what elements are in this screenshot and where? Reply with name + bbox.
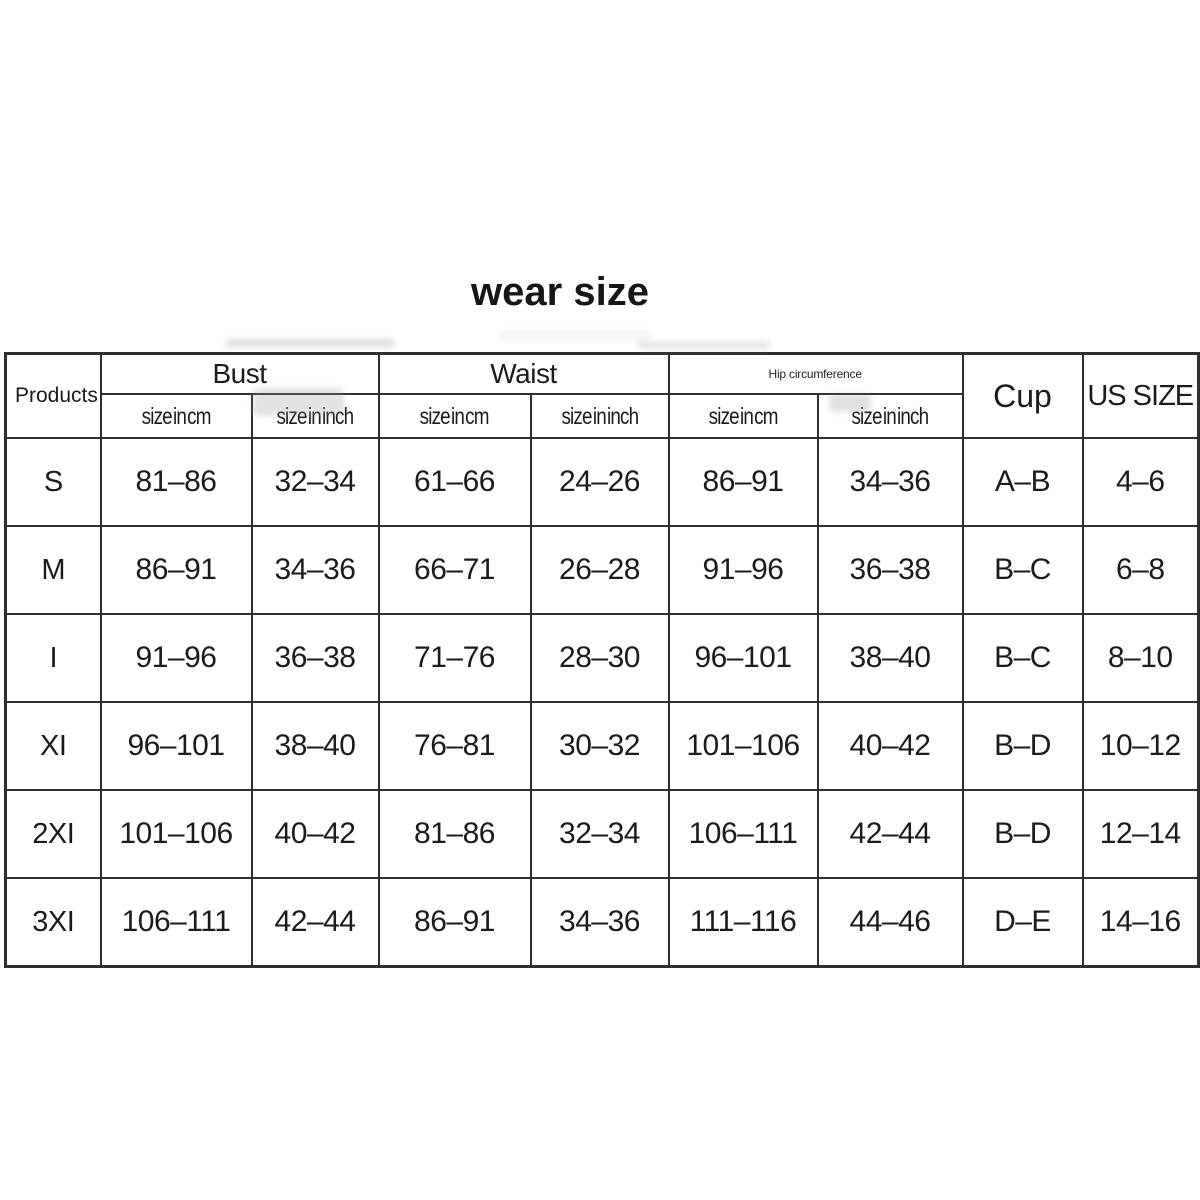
hip-cm-value: 96–101 xyxy=(669,614,818,702)
bust-cm-value: 91–96 xyxy=(101,614,252,702)
smudge-artifact xyxy=(500,330,650,340)
bust-inch-sublabel: size in inch xyxy=(276,402,354,429)
waist-inch-value: 30–32 xyxy=(531,702,669,790)
size-chart-table xyxy=(4,352,1200,968)
row-label: XI xyxy=(6,702,101,790)
us-size-value: 6–8 xyxy=(1083,526,1199,614)
bust-inch-value: 32–34 xyxy=(252,438,379,526)
hip-cm-value: 111–116 xyxy=(669,878,818,967)
header-group-row xyxy=(6,354,1199,395)
hip-cm-sublabel: size in cm xyxy=(708,402,778,429)
hip-cm-subheader xyxy=(669,394,818,438)
table-row xyxy=(6,790,1199,878)
bust-inch-value: 42–44 xyxy=(252,878,379,967)
smudge-artifact xyxy=(638,341,770,349)
waist-cm-value: 61–66 xyxy=(379,438,531,526)
waist-cm-value: 86–91 xyxy=(379,878,531,967)
hip-group-label: Hip circumference xyxy=(768,366,862,381)
hip-cm-value: 86–91 xyxy=(669,438,818,526)
cup-value: B–C xyxy=(963,614,1083,702)
waist-cm-value: 76–81 xyxy=(379,702,531,790)
bust-cm-subheader xyxy=(101,394,252,438)
bust-cm-value: 101–106 xyxy=(101,790,252,878)
waist-group-label: Waist xyxy=(490,358,557,389)
hip-inch-value: 44–46 xyxy=(818,878,963,967)
waist-inch-value: 28–30 xyxy=(531,614,669,702)
cup-value: B–C xyxy=(963,526,1083,614)
bust-inch-subheader xyxy=(252,394,379,438)
cup-header: Cup xyxy=(963,354,1083,439)
us-size-value: 12–14 xyxy=(1083,790,1199,878)
cup-value: B–D xyxy=(963,790,1083,878)
table-row xyxy=(6,438,1199,526)
smudge-artifact xyxy=(226,339,394,348)
waist-group-header xyxy=(379,354,669,395)
waist-cm-value: 71–76 xyxy=(379,614,531,702)
waist-inch-value: 24–26 xyxy=(531,438,669,526)
table-row xyxy=(6,526,1199,614)
row-label: S xyxy=(6,438,101,526)
table-row xyxy=(6,702,1199,790)
row-label: I xyxy=(6,614,101,702)
waist-cm-value: 81–86 xyxy=(379,790,531,878)
page-title: wear size xyxy=(471,270,649,314)
bust-cm-value: 86–91 xyxy=(101,526,252,614)
hip-cm-value: 106–111 xyxy=(669,790,818,878)
bust-inch-value: 36–38 xyxy=(252,614,379,702)
waist-cm-value: 66–71 xyxy=(379,526,531,614)
cup-value: D–E xyxy=(963,878,1083,967)
hip-inch-value: 42–44 xyxy=(818,790,963,878)
waist-cm-sublabel: size in cm xyxy=(419,402,490,429)
waist-cm-subheader xyxy=(379,394,531,438)
bust-group-header xyxy=(101,354,379,395)
cup-value: A–B xyxy=(963,438,1083,526)
bust-group-label: Bust xyxy=(212,358,267,389)
us-size-value: 4–6 xyxy=(1083,438,1199,526)
bust-inch-value: 34–36 xyxy=(252,526,379,614)
waist-inch-sublabel: size in inch xyxy=(561,402,638,429)
hip-group-header xyxy=(669,354,963,395)
hip-inch-value: 40–42 xyxy=(818,702,963,790)
waist-inch-value: 34–36 xyxy=(531,878,669,967)
table-row xyxy=(6,614,1199,702)
bust-inch-value: 40–42 xyxy=(252,790,379,878)
us-size-value: 8–10 xyxy=(1083,614,1199,702)
row-label: 3XI xyxy=(6,878,101,967)
hip-inch-value: 34–36 xyxy=(818,438,963,526)
hip-inch-value: 36–38 xyxy=(818,526,963,614)
bust-cm-value: 81–86 xyxy=(101,438,252,526)
us-size-header: US SIZE xyxy=(1083,354,1199,439)
row-label: M xyxy=(6,526,101,614)
bust-inch-value: 38–40 xyxy=(252,702,379,790)
table-row xyxy=(6,878,1199,967)
hip-inch-subheader xyxy=(818,394,963,438)
cup-value: B–D xyxy=(963,702,1083,790)
hip-cm-value: 91–96 xyxy=(669,526,818,614)
bust-cm-value: 96–101 xyxy=(101,702,252,790)
bust-cm-value: 106–111 xyxy=(101,878,252,967)
bust-cm-sublabel: size in cm xyxy=(141,402,211,429)
us-size-value: 14–16 xyxy=(1083,878,1199,967)
hip-inch-sublabel: size in inch xyxy=(851,402,929,429)
hip-cm-value: 101–106 xyxy=(669,702,818,790)
waist-inch-subheader xyxy=(531,394,669,438)
row-label: 2XI xyxy=(6,790,101,878)
hip-inch-value: 38–40 xyxy=(818,614,963,702)
waist-inch-value: 32–34 xyxy=(531,790,669,878)
us-size-value: 10–12 xyxy=(1083,702,1199,790)
products-header: Products xyxy=(6,354,101,439)
waist-inch-value: 26–28 xyxy=(531,526,669,614)
